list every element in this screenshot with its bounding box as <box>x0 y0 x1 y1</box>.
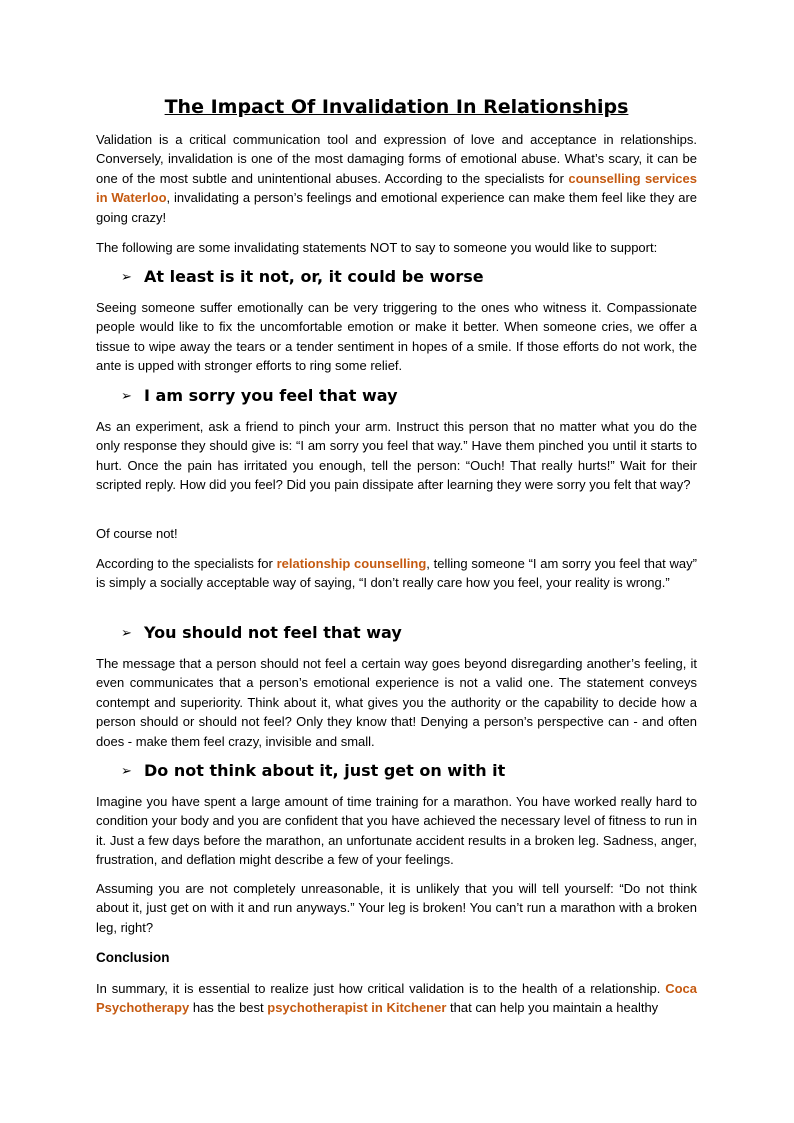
section-heading-4-text: Do not think about it, just get on with it <box>144 761 506 780</box>
conclusion-text-a: In summary, it is essential to realize just how critical validation is to the health of a relationship. <box>96 981 666 996</box>
arrow-bullet-icon: ➢ <box>121 270 132 285</box>
section-2-text-a: According to the specialists for <box>96 556 277 571</box>
intro-text-a: Validation is a critical communication tool and expression of love and acceptance in relationships. Conversely, invalidation is one of the most damaging forms of emotional abuse. What’s scary, it can be one of the most subtle and unintentional abuses. According to the specialists for <box>96 132 697 186</box>
section-2-text-b: , telling someone “I am sorry you feel that way” is simply a socially acceptable way of saying, “I don’t really care how you feel, your reality is wrong.” <box>96 556 697 591</box>
coca-psychotherapy-link[interactable]: Coca Psychotherapy <box>96 981 697 1016</box>
conclusion-paragraph <box>96 979 697 1018</box>
page-title: The Impact Of Invalidation In Relationships <box>164 96 629 118</box>
psychotherapist-kitchener-link[interactable]: psychotherapist in Kitchener <box>267 1000 447 1016</box>
intro-paragraph-2: The following are some invalidating statements NOT to say to someone you would like to support: <box>96 240 658 255</box>
arrow-bullet-icon: ➢ <box>121 389 132 404</box>
relationship-counselling-link[interactable]: relationship counselling <box>276 556 427 571</box>
arrow-bullet-icon: ➢ <box>121 764 132 779</box>
section-1-paragraph: Seeing someone suffer emotionally can be very triggering to the ones who witness it. Compassionate people would like to fix the uncomfortable emotion or make it better. When someone cries, we offer a tissue to wipe away the tears or a tender sentiment in hopes of a smile. If those efforts do not work, the ante is upped with stronger efforts to ring some relief. <box>96 300 697 374</box>
arrow-bullet-icon: ➢ <box>121 626 132 641</box>
section-heading-3-text: You should not feel that way <box>144 623 402 642</box>
conclusion-text-b: has the best <box>189 1000 268 1016</box>
section-heading-1-text: At least is it not, or, it could be worse <box>144 267 484 286</box>
counselling-services-link[interactable]: counselling services in Waterloo <box>96 170 697 206</box>
conclusion-heading: Conclusion <box>96 950 170 965</box>
intro-paragraph <box>96 130 697 227</box>
section-4-paragraph-2: Assuming you are not completely unreasonable, it is unlikely that you will tell yourself: “Do not think about it, just get on with it and run anyways.” Your leg is broken! You can’t run a marathon with a broken leg, right? <box>96 881 697 935</box>
section-2-paragraph-1: As an experiment, ask a friend to pinch your arm. Instruct this person that no matter what you do the only response they should give is: “I am sorry you feel that way.” Have them pinched you until it starts to hurt. Once the pain has irritated you enough, tell the person: “Ouch! That really hurts!” Wait for their scripted reply. How did you feel? Did you pain dissipate after learning they were sorry you felt that way? <box>96 419 697 493</box>
section-heading-2 <box>121 385 398 408</box>
section-2-paragraph-2: Of course not! <box>96 526 178 541</box>
section-heading-1 <box>121 266 484 289</box>
section-heading-2-text: I am sorry you feel that way <box>144 386 398 405</box>
section-3-paragraph: The message that a person should not feel a certain way goes beyond disregarding another’s feeling, it even communicates that a person’s emotional experience is not a valid one. The statement conveys contempt and superiority. Think about it, what gives you the authority or the capability to decide how a person should or should not feel? Only they know that! Denying a person’s perspective can - and often does - make them feel crazy, invisible and small. <box>96 656 697 749</box>
section-2-paragraph-3 <box>96 554 697 593</box>
section-heading-4 <box>121 760 505 783</box>
section-heading-3 <box>121 622 402 645</box>
intro-text-b: , invalidating a person’s feelings and emotional experience can make them feel like they are going crazy! <box>96 190 698 225</box>
conclusion-text-c: that can help you maintain a healthy <box>446 1000 659 1016</box>
section-4-paragraph-1: Imagine you have spent a large amount of time training for a marathon. You have worked really hard to condition your body and you are confident that you have achieved the necessary level of fitness to run in it. Just a few days before the marathon, an unfortunate accident results in a broken leg. Sadness, anger, frustration, and deflation might describe a few of your feelings. <box>96 794 697 868</box>
